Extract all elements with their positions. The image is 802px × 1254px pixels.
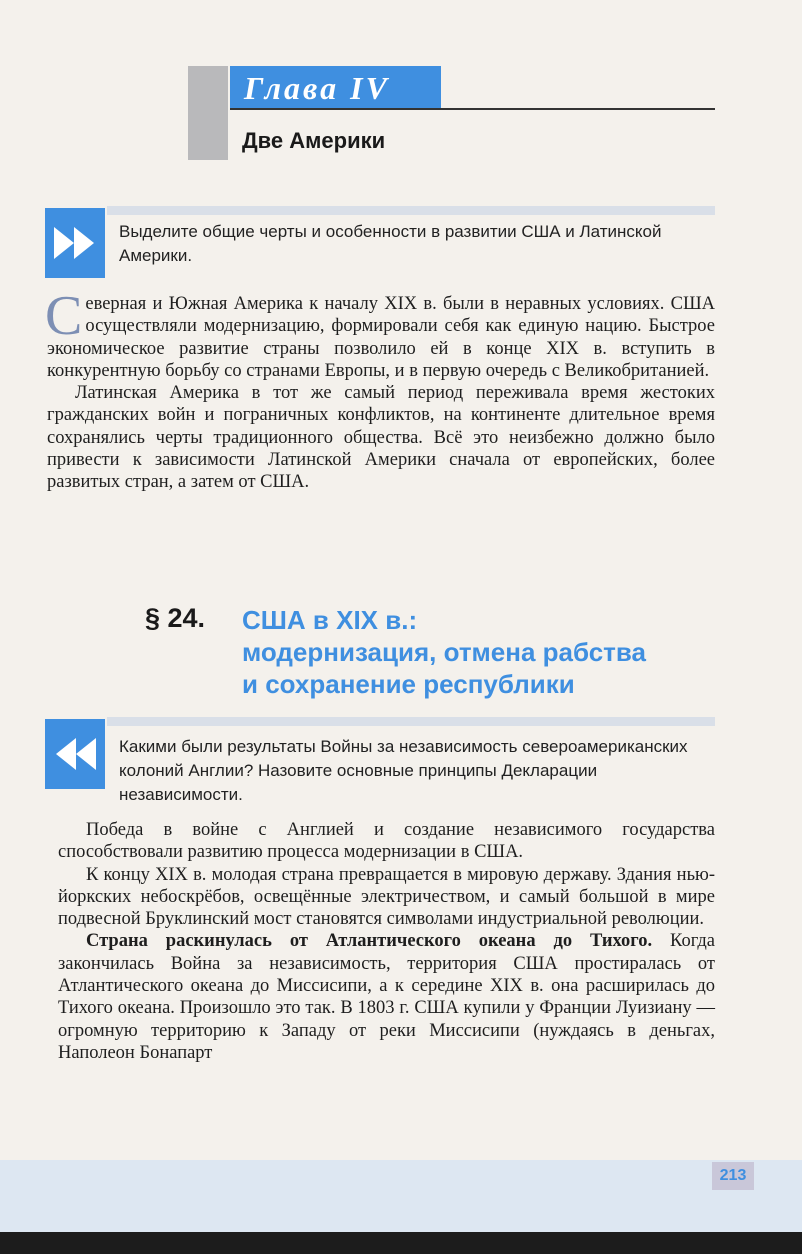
body-text xyxy=(58,819,715,1064)
chapter-label: Глава IV xyxy=(230,66,441,110)
body-paragraph-1: Победа в войне с Англией и создание независимого государства способствовали развитию процесса модернизации в США. xyxy=(58,820,715,863)
page-number: 213 xyxy=(712,1162,754,1190)
chapter-side-bar xyxy=(188,66,228,160)
intro-text xyxy=(45,285,715,494)
intro-paragraph-2: Латинская Америка в тот же самый период переживала время жестоких гражданских войн и пограничных конфликтов, на континенте длительное время сохранялись черты традиционного общества. Всё это неизбежно должно было привести к зависимости Латинской Америки сначала от европейских, более развитых стран, а затем от США. xyxy=(47,383,715,493)
review-question-text: Какими были результаты Войны за независимость североамериканских колоний Англии? Назовите основные принципы Декларации независимости. xyxy=(119,737,688,804)
chapter-title: Две Америки xyxy=(242,128,386,153)
question-band-top xyxy=(107,206,715,215)
section-title-line-3: и сохранение республики xyxy=(242,669,575,699)
dropcap: С xyxy=(45,285,83,347)
body-paragraph-3: Когда закончилась Война за независимость, территория США простиралась от Атлантического океана до Миссисипи, а к середине XIX в. она расширилась до Тихого океана. Произошло это так. В 1803 г. США купили у Франции Луизиану — огромную территорию к Западу от реки Миссисипи (нуждаясь в деньгах, Наполеон Бонапарт xyxy=(58,931,715,1063)
body-paragraph-2: К концу XIX в. молодая страна превращается в мировую державу. Здания нью-йоркских небоскрёбов, освещённые электричеством, и самый большой в мире подвесной Бруклинский мост становятся символами индустриальной революции. xyxy=(58,864,715,930)
section-title-line-1: США в XIX в.: xyxy=(242,605,418,635)
intro-paragraph-1: еверная и Южная Америка к началу XIX в. были в неравных условиях. США осуществляли модернизацию, формировали себя как единую нацию. Быстрое экономическое развитие страны позволило ей в конце XIX в. вступить в конкурентную борьбу со странами Европы, и в первую очередь с Великобританией. xyxy=(47,294,715,381)
intro-question-text: Выделите общие черты и особенности в развитии США и Латинской Америки. xyxy=(119,222,662,265)
question-band-review xyxy=(107,717,715,726)
scan-bottom-edge xyxy=(0,1232,802,1254)
section-title xyxy=(242,604,722,700)
section-title-line-2: модернизация, отмена рабства xyxy=(242,637,646,667)
body-paragraph-3-heading: Страна раскинулась от Атлантического океана до Тихого. xyxy=(86,931,653,952)
fast-forward-icon xyxy=(45,208,105,278)
section-number: § 24. xyxy=(145,603,206,633)
chapter-rule xyxy=(230,108,715,110)
rewind-icon xyxy=(45,719,105,789)
